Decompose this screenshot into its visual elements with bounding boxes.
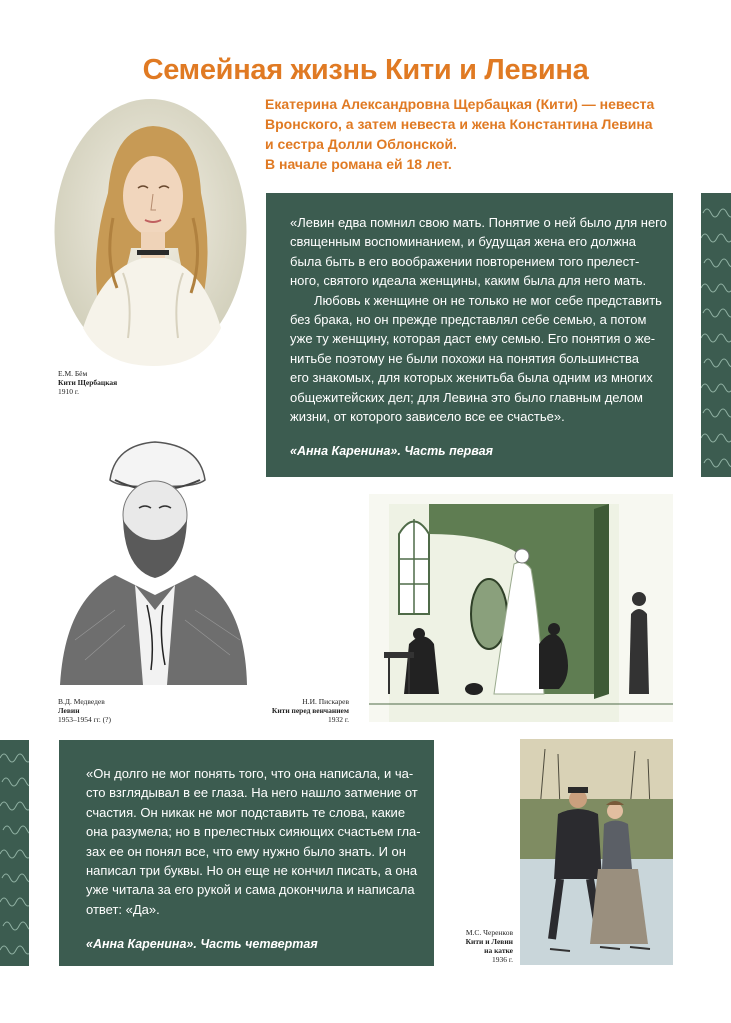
quote-line: жизни, от которого зависело все ее счастье».	[290, 409, 565, 425]
quote-line: Любовь к женщине он не только не мог себе представить	[314, 292, 662, 308]
caption-author: В.Д. Медведев	[58, 697, 105, 706]
quote-line: счастия. Он никак не мог подставить те слова, какие	[86, 804, 406, 820]
quote-line: ного, святого идеала женщины, каким была для него мать.	[290, 273, 647, 289]
quote-line: его знакомых, для которых женитьба была одним из многих	[290, 370, 653, 386]
caption-title: Кити Щербацкая	[58, 378, 118, 387]
subtitle-line: В начале романа ей 18 лет.	[265, 156, 452, 172]
caption-year: 1936 г.	[492, 955, 513, 964]
levin-portrait-caption	[58, 697, 111, 724]
caption-year: 1910 г.	[58, 387, 79, 396]
quote-line: нитьбе поэтому не были похожи на понятия большинства	[290, 350, 640, 366]
handwriting-strip-right	[701, 193, 731, 477]
quote-line: сто взглядывал в ее глаза. На него нашло затмение от	[86, 785, 418, 801]
quote-line: священным воспоминанием, и будущая жена его должна	[290, 234, 636, 250]
quote-line: она разумела; но в прелестных сияющих счастьем гла-	[86, 824, 421, 840]
caption-title: на катке	[484, 946, 513, 955]
quote-line: написал три буквы. Но он еще не кончил писать, а она	[86, 863, 418, 879]
quote-line: была быть в его воображении повторением того прелест-	[290, 253, 640, 269]
subtitle	[265, 94, 675, 174]
quote-line: зах ее он понял все, что ему нужно было знать. И он	[86, 843, 406, 859]
skating-illustration-image	[520, 739, 673, 965]
quote-line: без брака, но он прежде представлял себе семью, а потом	[290, 312, 647, 328]
quote-line: уже ту женщину, которая даст ему семью. Его понятия о же-	[290, 331, 656, 347]
kitty-portrait-image	[53, 98, 248, 366]
quote-panel-levin-mother	[266, 193, 673, 477]
quote-line: «Он долго не мог понять того, что она написала, и ча-	[86, 766, 414, 781]
subtitle-line: и сестра Долли Облонской.	[265, 136, 457, 152]
wedding-caption	[249, 697, 349, 724]
quote-line: общежитейских дел; для Левина это было главным делом	[290, 389, 643, 405]
caption-year: 1932 г.	[328, 715, 349, 724]
subtitle-line: Екатерина Александровна Щербацкая (Кити) — невеста	[265, 96, 655, 112]
wedding-illustration-image	[369, 494, 673, 722]
caption-title: Кити и Левин	[465, 937, 513, 946]
caption-title: Левин	[58, 706, 80, 715]
quote-line: «Левин едва помнил свою мать. Понятие о ней было для него	[290, 215, 667, 230]
levin-portrait-image	[55, 410, 250, 685]
caption-title: Кити перед венчанием	[271, 706, 349, 715]
caption-author: Н.И. Пискарев	[302, 697, 349, 706]
kitty-portrait-caption	[58, 369, 117, 396]
caption-author: Е.М. Бём	[58, 369, 88, 378]
caption-year: 1953–1954 гг. (?)	[58, 715, 112, 724]
quote-source: «Анна Каренина». Часть четвертая	[86, 937, 318, 952]
quote-line: уже читала за его рукой и сама докончила и написала	[86, 882, 415, 898]
page-title: Семейная жизнь Кити и Левина	[142, 54, 589, 86]
quote-source: «Анна Каренина». Часть первая	[290, 444, 493, 459]
subtitle-line: Вронского, а затем невеста и жена Константина Левина	[265, 116, 653, 132]
skating-caption	[440, 928, 513, 964]
handwriting-strip-left	[0, 740, 29, 966]
quote-line: ответ: «Да».	[86, 901, 160, 917]
quote-panel-confession	[59, 740, 434, 966]
caption-author: М.С. Черенков	[465, 928, 513, 937]
